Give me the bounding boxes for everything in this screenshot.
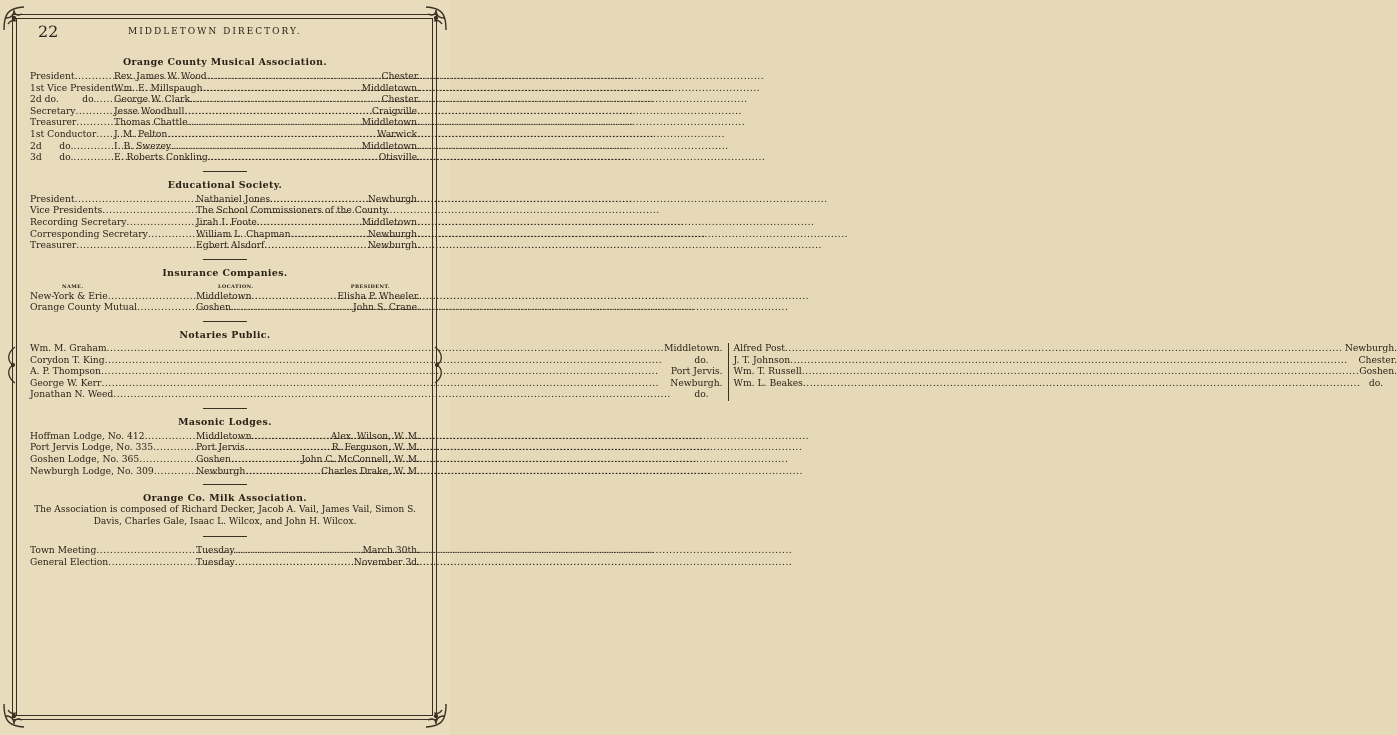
- place: Otisville.: [378, 152, 420, 164]
- officer-name: E. Roberts Conkling: [114, 152, 208, 164]
- meeting-row: [30, 545, 420, 557]
- notary-name: Alfred Post: [733, 342, 785, 354]
- lodge-row: [30, 454, 420, 466]
- office: 3d do.: [30, 152, 74, 164]
- office: 1st Vice President: [30, 82, 115, 94]
- section-divider: [203, 536, 247, 537]
- notary-row: [30, 366, 723, 378]
- column-header-name: NAME.: [62, 283, 84, 290]
- lodge-master: Charles Drake, W. M.: [321, 465, 420, 477]
- office: 2d do.: [30, 140, 74, 152]
- place: Middletown.: [361, 140, 420, 152]
- notary-row: [734, 355, 1397, 367]
- section-divider: [203, 321, 247, 322]
- notary-place: Goshen.: [1359, 366, 1397, 378]
- meeting-day: Tuesday: [196, 545, 235, 557]
- meeting-date: March 30th.: [362, 545, 420, 557]
- officer-name: Jirah I. Foote: [196, 216, 257, 228]
- lodge-name: Newburgh Lodge, No. 309: [30, 465, 154, 477]
- notaries-columns: [30, 342, 1397, 401]
- officer-name: I. B. Swezey: [114, 140, 172, 152]
- lodge-name: Goshen Lodge, No. 365: [30, 454, 140, 466]
- lodge-master: Alex. Wilson, W. M.: [330, 430, 420, 442]
- notary-row: [734, 343, 1397, 355]
- place: Chester.: [381, 94, 420, 106]
- place: Chester.: [381, 71, 420, 82]
- officer-row: [30, 106, 420, 118]
- section-divider: [203, 408, 247, 409]
- notary-name: Jonathan N. Weed: [30, 389, 114, 401]
- officer-row: [30, 240, 420, 252]
- officer-row: [30, 229, 420, 241]
- place: Middletown.: [361, 82, 420, 94]
- column-header-location: LOCATION.: [218, 283, 254, 290]
- office: President: [30, 193, 75, 205]
- insurance-companies-section: [30, 268, 420, 314]
- meeting-event: General Election: [30, 557, 109, 569]
- officer-name: Wm. E. Millspaugh: [114, 82, 203, 94]
- lodge-row: [30, 431, 420, 443]
- officer-name: Rev. James W. Wood: [114, 71, 207, 82]
- lodge-row: [30, 442, 420, 454]
- musical-association-section: [30, 57, 420, 164]
- running-title: MIDDLETOWN DIRECTORY.: [128, 27, 302, 37]
- section-title: Insurance Companies.: [162, 267, 288, 279]
- company-row: [30, 291, 420, 303]
- notary-row: [30, 389, 723, 401]
- office: Treasurer: [30, 240, 77, 252]
- place: Newburgh.: [367, 240, 420, 252]
- corner-ornament-icon: [420, 4, 448, 32]
- office: 1st Conductor: [30, 128, 97, 140]
- company-row: [30, 302, 420, 314]
- lodge-name: Hoffman Lodge, No. 412: [30, 430, 145, 442]
- notary-place: do.: [694, 389, 709, 401]
- place: Middletown.: [361, 216, 420, 228]
- company-location: Middletown: [196, 290, 252, 302]
- meeting-day: Tuesday: [196, 557, 235, 569]
- section-divider: [203, 171, 247, 172]
- company-president: John S. Crane.: [353, 302, 420, 314]
- directory-content: [30, 57, 1397, 569]
- lodge-name: Port Jervis Lodge, No. 335: [30, 442, 154, 454]
- section-title: Educational Society.: [167, 179, 283, 191]
- notary-row: [734, 378, 1397, 390]
- notaries-left-column: [30, 343, 729, 401]
- lodge-place: Goshen: [196, 454, 231, 466]
- lodge-place: Newburgh: [196, 465, 246, 477]
- notary-place: do.: [1368, 377, 1384, 389]
- educational-society-section: [30, 180, 420, 252]
- meeting-event: Town Meeting: [30, 545, 97, 557]
- milk-association-section: [30, 493, 420, 529]
- section-title: Notaries Public.: [179, 329, 271, 341]
- notary-row: [30, 378, 723, 390]
- officer-row: [30, 217, 420, 229]
- officer-name: Thomas Chattle: [114, 117, 188, 129]
- notary-place: Chester.: [1358, 354, 1397, 366]
- corner-ornament-icon: [420, 702, 448, 730]
- lodge-place: Middletown: [196, 430, 252, 442]
- officer-row: [30, 129, 420, 141]
- masonic-lodges-section: [30, 417, 420, 477]
- section-divider: [203, 259, 247, 260]
- notary-name: Wm. L. Beakes: [733, 377, 803, 389]
- company-name: New-York & Erie: [30, 290, 108, 302]
- notary-name: George W. Kerr: [30, 377, 102, 389]
- notary-name: J. T. Johnson: [733, 354, 791, 366]
- column-headers: [30, 279, 420, 291]
- notary-place: Port Jervis.: [670, 366, 723, 378]
- officer-name: George W. Clark: [114, 94, 191, 106]
- officer-row: [30, 152, 420, 164]
- lodge-master: R. Ferguson, W. M.: [331, 442, 420, 454]
- officer-name: The School Commissioners of the County.: [196, 205, 390, 217]
- notaries-right-column: [729, 343, 1397, 401]
- office: Corresponding Secretary: [30, 228, 148, 240]
- column-header-president: PRESIDENT.: [350, 283, 390, 290]
- office: Treasurer: [30, 117, 77, 129]
- corner-ornament-icon: [2, 4, 30, 32]
- office: Secretary: [30, 105, 76, 117]
- notary-name: Wm. M. Graham: [30, 342, 107, 354]
- lodge-place: Port Jervis: [196, 442, 245, 454]
- notary-name: A. P. Thompson: [30, 366, 101, 378]
- company-name: Orange County Mutual: [30, 302, 138, 314]
- page-number: 22: [38, 22, 59, 41]
- notary-name: Corydon T. King: [30, 354, 105, 366]
- company-president: Elisha P. Wheeler.: [337, 290, 420, 302]
- meetings-section: [30, 545, 420, 568]
- officer-name: Jesse Woodhull: [114, 105, 185, 117]
- office: President: [30, 71, 75, 82]
- notary-place: do.: [694, 354, 709, 366]
- notary-row: [734, 366, 1397, 378]
- section-title: Orange County Musical Association.: [122, 57, 328, 68]
- notary-place: Newburgh.: [1344, 342, 1397, 354]
- meeting-date: November 3d.: [353, 557, 420, 569]
- officer-row: [30, 71, 420, 83]
- page-header: [38, 22, 418, 45]
- officer-name: Nathaniel Jones: [196, 193, 271, 205]
- officer-row: [30, 117, 420, 129]
- notaries-public-section: [30, 329, 1397, 401]
- officer-row: [30, 141, 420, 153]
- notary-row: [30, 355, 723, 367]
- officer-row: [30, 205, 420, 217]
- officer-name: Egbert Alsdorf: [196, 240, 265, 252]
- section-title: Orange Co. Milk Association.: [143, 493, 307, 505]
- office: Recording Secretary: [30, 216, 127, 228]
- place: Newburgh.: [367, 193, 420, 205]
- office: 2d do. do.: [30, 94, 97, 106]
- lodge-row: [30, 466, 420, 478]
- office: Vice Presidents: [30, 205, 103, 217]
- officer-row: [30, 194, 420, 206]
- notary-row: [30, 343, 723, 355]
- place: Middletown.: [361, 117, 420, 129]
- meeting-row: [30, 557, 420, 569]
- notary-name: Wm. T. Russell: [733, 366, 802, 378]
- section-title: Masonic Lodges.: [178, 416, 272, 428]
- section-divider: [203, 484, 247, 485]
- side-scroll-ornament-icon: [5, 345, 19, 385]
- officer-name: William L. Chapman: [196, 228, 291, 240]
- place: Craigville.: [371, 105, 420, 117]
- officer-row: [30, 83, 420, 95]
- officer-name: J. M. Pelton: [114, 128, 168, 140]
- lodge-master: John C. McConnell, W. M.: [301, 454, 420, 466]
- place: Warwick.: [377, 128, 420, 140]
- officer-row: [30, 94, 420, 106]
- place: Newburgh.: [367, 228, 420, 240]
- corner-ornament-icon: [2, 702, 30, 730]
- notary-place: Newburgh.: [670, 377, 723, 389]
- milk-association-text: The Association is composed of Richard Decker, Jacob A. Vail, James Vail, Simon S. Davis, Charles Gale, Isaac L. Wilcox, and John H. Wilcox.: [34, 505, 416, 527]
- company-location: Goshen: [196, 302, 231, 314]
- notary-place: Middletown.: [664, 342, 723, 354]
